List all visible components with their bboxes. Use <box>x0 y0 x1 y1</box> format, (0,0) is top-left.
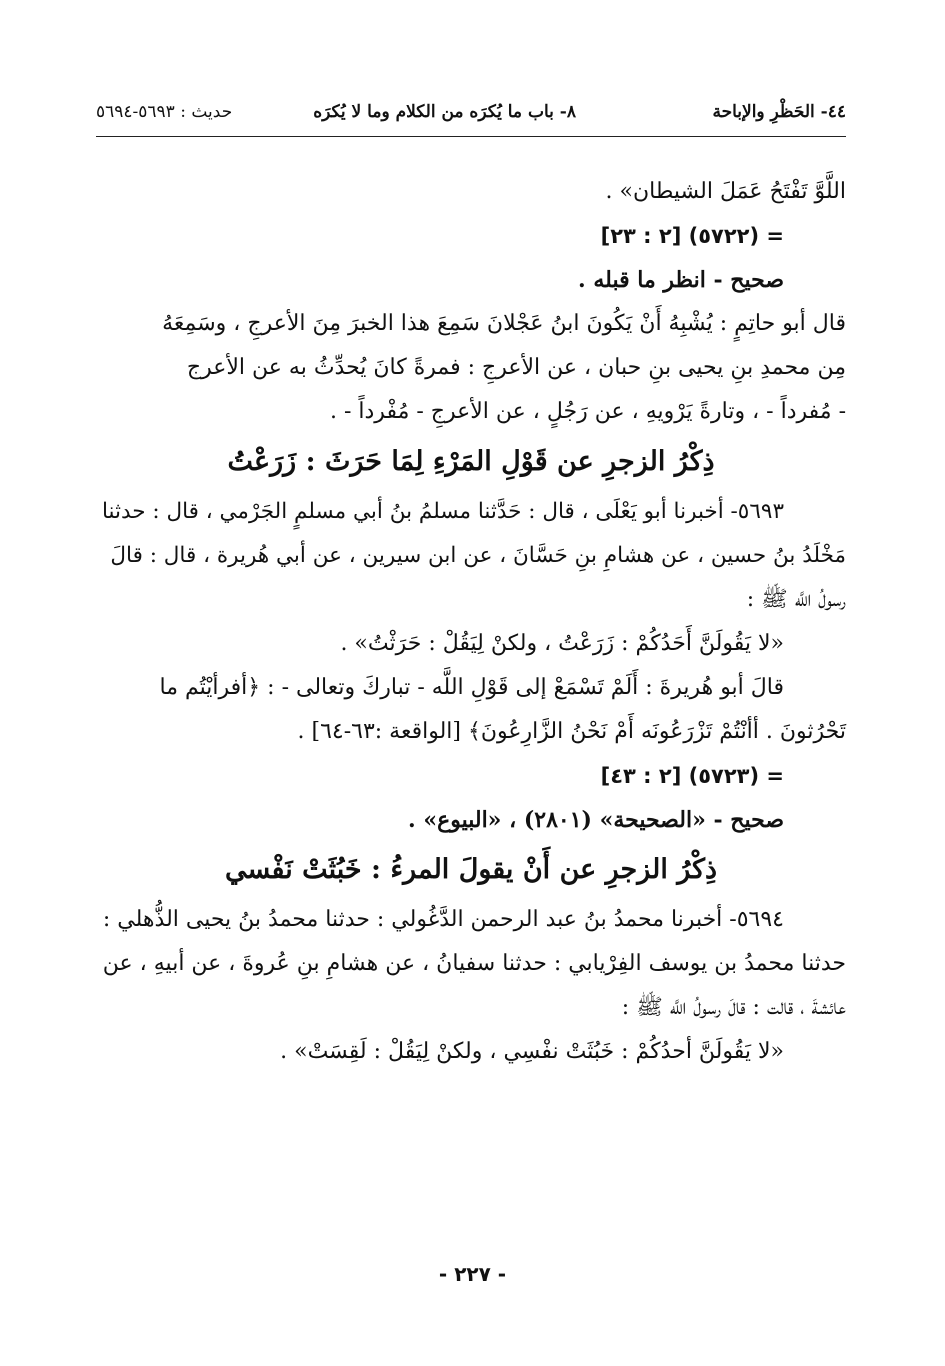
hadith-text: «لا يَقُولَنَّ أحدُكُمْ : خَبُثَتْ نفْسِي ، ولكنْ لِيَقُلْ : لَقِسَتْ» . <box>280 1039 784 1064</box>
hadith-range: حديث : ٥٦٩٣-٥٦٩٤ <box>96 102 233 122</box>
text-line: قالَ أبو هُريرةَ : أَلَمْ تَسْمَعْ إلى قَوْلِ اللَّه - تباركَ وتعالى - : ﴿أفرأيْتُم ما <box>159 675 784 700</box>
hadith-chain-line: رسولُ اللَّه ﷺ : <box>746 587 846 612</box>
text-line: - مُفرداً - ، وتارةً يَرْويهِ ، عن رَجُلٍ ، عن الأعرجِ - مُفْرداً - . <box>329 399 846 424</box>
page-body <box>96 170 846 1074</box>
book-section-title: ٤٤- الحَظْرِ والإباحة <box>712 102 846 122</box>
grading-note: صحيح - «الصحيحة» (٢٨٠١) ، «البيوع» . <box>408 807 784 833</box>
page-number: - ٢٢٧ - <box>438 1262 507 1286</box>
text-line: قال أبو حاتِمٍ : يُشْبِهُ أَنْ يَكُونَ ابنُ عَجْلانَ سَمِعَ هذا الخبرَ مِنَ الأعرجِ ، وسَمِعَهُ <box>162 311 846 336</box>
text-line: اللَّوَّ تَفْتَحُ عَمَلَ الشيطان» . <box>605 179 846 204</box>
section-heading: ذِكْرُ الزجرِ عن أَنْ يقولَ المرءُ : خَبُثَتْ نَفْسي <box>224 854 718 885</box>
text-line: مِن محمدِ بنِ يحيى بنِ حبان ، عن الأعرجِ : فمرةً كانَ يُحدِّثُ به عن الأعرج <box>186 355 846 380</box>
hadith-chain-line: ٥٦٩٣- أخبرنا أبو يَعْلَى ، قال : حَدَّثنا مسلمُ بنُ أبي مسلمٍ الجَرْمي ، قال : حدثنا <box>101 499 784 524</box>
hadith-chain-line: عائشةَ ، قالت : قالَ رسولُ اللَّه ﷺ : <box>621 995 846 1020</box>
grading-note: صحيح - انظر ما قبله . <box>578 267 784 293</box>
hadith-chain-line: ٥٦٩٤- أخبرنا محمدُ بنُ عبد الرحمن الدَّغُولي : حدثنا محمدُ بنُ يحيى الذُّهلي : <box>102 907 784 932</box>
running-head <box>96 96 846 136</box>
chapter-title: ٨- باب ما يُكرَه من الكلام وما لا يُكرَه <box>313 102 576 122</box>
cross-reference: = (٥٧٢٣) [٢ : ٤٣] <box>600 764 784 788</box>
section-heading: ذِكْرُ الزجرِ عن قَوْلِ المَرْءِ لِمَا حَرَثَ : زَرَعْتُ <box>227 446 715 477</box>
hadith-chain-line: مَخْلَدُ بنُ حسين ، عن هشامِ بنِ حَسَّانَ ، عن ابن سيرين ، عن أبي هُريرة ، قال : قالَ <box>110 543 846 568</box>
cross-reference: = (٥٧٢٢) [٢ : ٢٣] <box>600 224 784 248</box>
header-rule <box>96 136 846 137</box>
text-line: تَحْرُثونَ . أأنْتُمْ تَزْرَعُونَه أَمْ نَحْنُ الزَّارِعُونَ﴾ [الواقعة :٦٣-٦٤] . <box>297 719 846 744</box>
hadith-chain-line: حدثنا محمدُ بن يوسف الفِرْيابي : حدثنا سفيانُ ، عن هشامِ بنِ عُروةَ ، عن أبيهِ ، عن <box>102 951 846 976</box>
hadith-text: «لا يَقُولَنَّ أَحَدُكُمْ : زَرَعْتُ ، ولكنْ لِيَقُلْ : حَرَثْتُ» . <box>340 631 784 656</box>
